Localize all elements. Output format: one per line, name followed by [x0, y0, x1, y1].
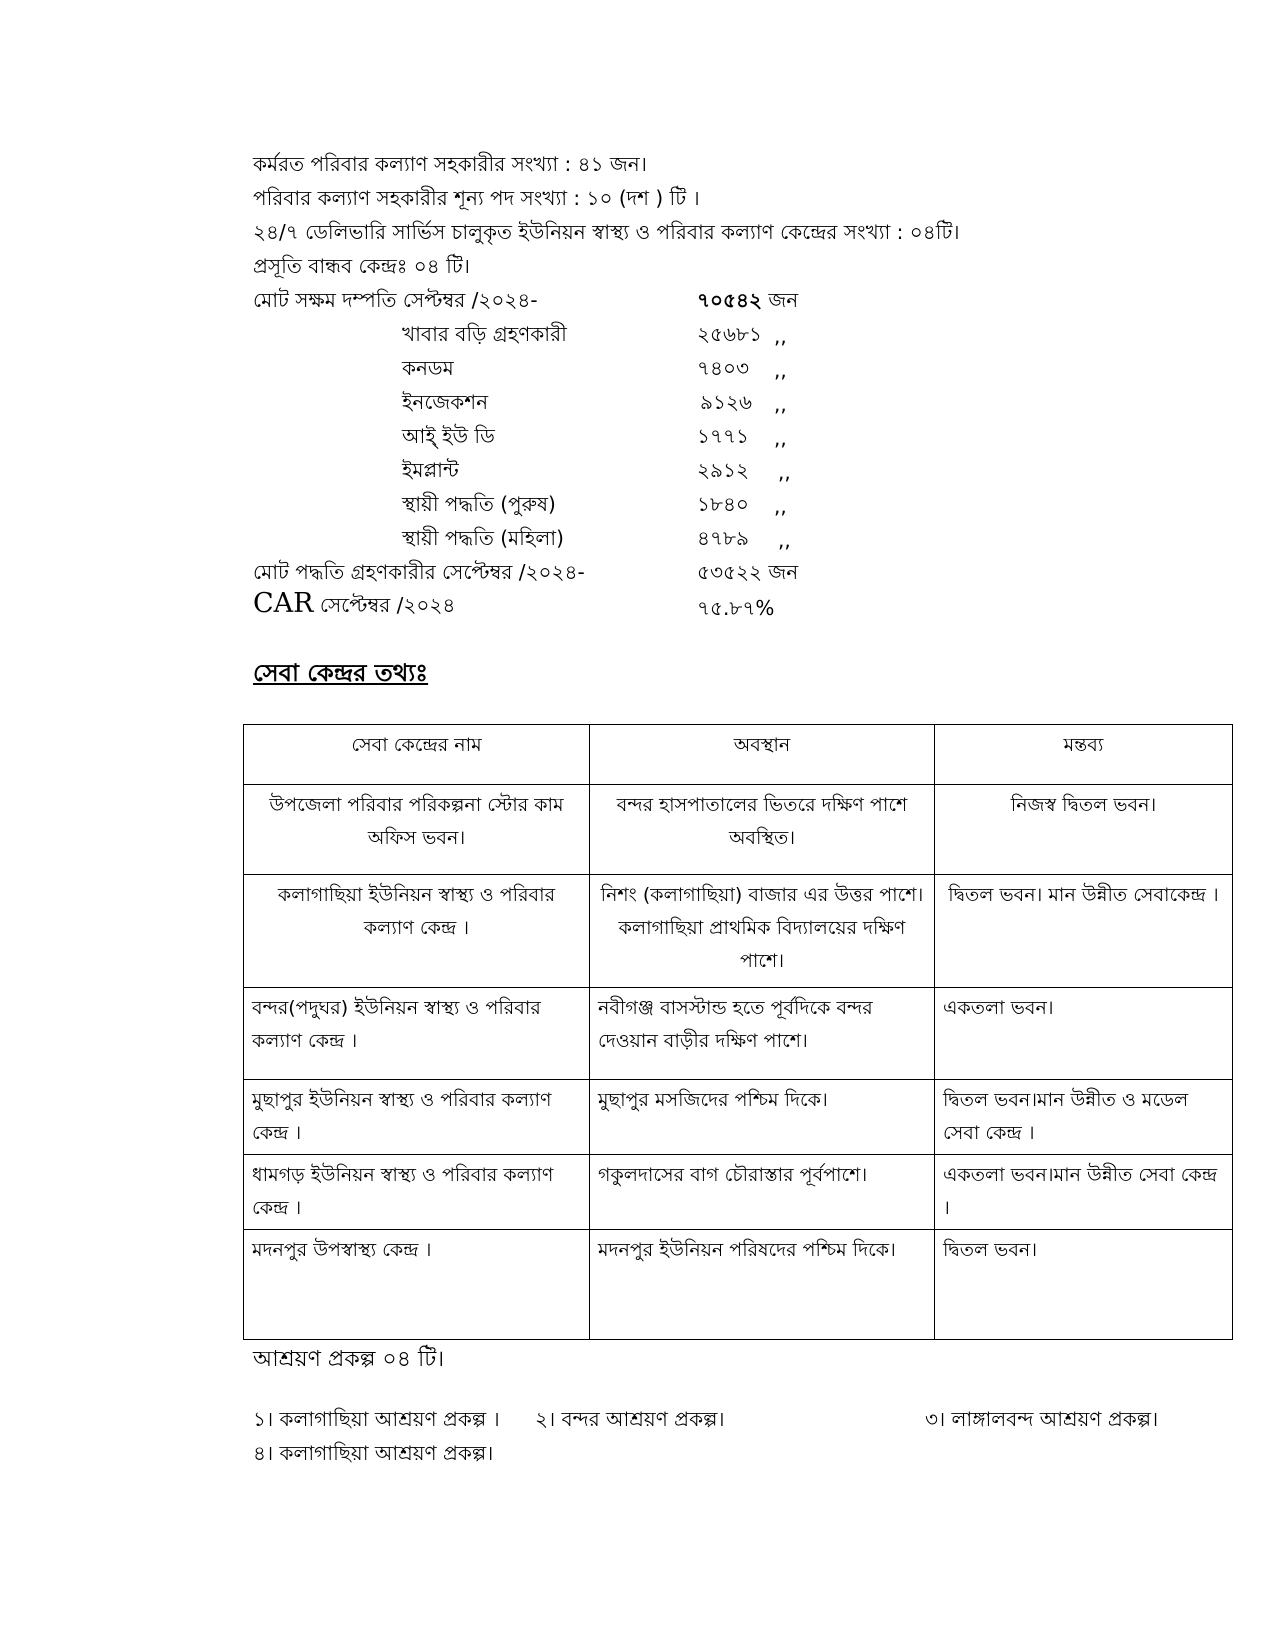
method-value: ৭৪০৩	[697, 356, 749, 380]
center-location: মুছাপুর মসজিদের পশ্চিম দিকে।	[590, 1080, 935, 1155]
working-fwa-count: কর্মরত পরিবার কল্যাণ সহকারীর সংখ্যা : ৪১ জন।	[253, 152, 647, 176]
center-location: নবীগঞ্জ বাসস্টান্ড হতে পূর্বদিকে বন্দর দেওয়ান বাড়ীর দক্ষিণ পাশে।	[590, 988, 935, 1080]
table-row	[244, 875, 1233, 988]
delivery-service-count: ২৪/৭ ডেলিভারি সার্ভিস চালুকৃত ইউনিয়ন স্বাস্থ্য ও পরিবার কল্যাণ কেন্দ্রের সংখ্যা : ০৪টি।	[253, 220, 960, 244]
method-value: ৪৭৮৯	[697, 526, 749, 550]
table-row	[244, 988, 1233, 1080]
total-couples-label: মোট সক্ষম দম্পতি সেপ্টম্বর /২০২৪-	[253, 288, 538, 312]
total-couples-value: ৭০৫৪২	[697, 288, 762, 312]
column-header-remark: মন্তব্য	[935, 725, 1233, 785]
vacant-posts-count: পরিবার কল্যাণ সহকারীর শূন্য পদ সংখ্যা : ১০ (দশ ) টি ।	[253, 186, 700, 210]
shelter-project-item: ৩। লাঙ্গালবন্দ আশ্রয়ণ প্রকল্প।	[925, 1407, 1159, 1431]
shelter-project-item: ২। বন্দর আশ্রয়ণ প্রকল্প।	[535, 1407, 725, 1431]
ditto-mark: ,,	[774, 426, 787, 450]
method-value: ১৮৪০	[697, 492, 749, 516]
center-remark: একতলা ভবন।মান উন্নীত সেবা কেন্দ্র ।	[935, 1155, 1233, 1230]
ditto-mark: ,,	[774, 324, 787, 348]
center-name: বন্দর(পদুঘর) ইউনিয়ন স্বাস্থ্য ও পরিবার কল্যাণ কেন্দ্র ।	[244, 988, 590, 1080]
shelter-projects-title: আশ্রয়ণ প্রকল্প ০৪ টি।	[253, 1347, 445, 1372]
center-name: মদনপুর উপস্বাস্থ্য কেন্দ্র ।	[244, 1230, 590, 1340]
center-remark: দ্বিতল ভবন।	[935, 1230, 1233, 1340]
method-value: ২৫৬৮১	[697, 322, 762, 346]
method-label: খাবার বড়ি গ্রহণকারী	[402, 322, 567, 346]
section-heading: সেবা কেন্দ্রর তথ্যঃ	[253, 659, 429, 687]
center-name: কলাগাছিয়া ইউনিয়ন স্বাস্থ্য ও পরিবার কল্যাণ কেন্দ্র ।	[244, 875, 590, 988]
total-couples-unit: জন	[768, 288, 799, 312]
center-name: ধামগড় ইউনিয়ন স্বাস্থ্য ও পরিবার কল্যাণ কেন্দ্র ।	[244, 1155, 590, 1230]
table-row	[244, 785, 1233, 875]
center-name: মুছাপুর ইউনিয়ন স্বাস্থ্য ও পরিবার কল্যাণ কেন্দ্র ।	[244, 1080, 590, 1155]
service-centers-table	[243, 724, 1233, 1340]
table-header-row	[244, 725, 1233, 785]
method-label: কনডম	[402, 356, 454, 380]
table-row	[244, 1230, 1233, 1340]
total-acceptors-value: ৫৩৫২২ জন	[697, 560, 799, 584]
column-header-location: অবস্থান	[590, 725, 935, 785]
maternity-friendly-count: প্রসূতি বান্ধব কেন্দ্রঃ ০৪ টি।	[253, 254, 470, 278]
table-row	[244, 1155, 1233, 1230]
car-label: সেপ্টেম্বর /২০২৪	[319, 593, 456, 617]
car-line	[253, 590, 455, 619]
column-header-name: সেবা কেন্দ্রের নাম	[244, 725, 590, 785]
center-remark: দ্বিতল ভবন।মান উন্নীত ও মডেল সেবা কেন্দ্র ।	[935, 1080, 1233, 1155]
center-remark: নিজস্ব দ্বিতল ভবন।	[935, 785, 1233, 875]
shelter-project-item: ১। কলাগাছিয়া আশ্রয়ণ প্রকল্প ।	[253, 1407, 500, 1431]
car-prefix: CAR	[253, 588, 314, 619]
total-acceptors-label: মোট পদ্ধতি গ্রহণকারীর সেপ্টেম্বর /২০২৪-	[253, 560, 585, 584]
center-location: গকুলদাসের বাগ চৌরাস্তার পূর্বপাশে।	[590, 1155, 935, 1230]
method-label: স্থায়ী পদ্ধতি (পুরুষ)	[402, 492, 556, 516]
center-location: বন্দর হাসপাতালের ভিতরে দক্ষিণ পাশে অবস্থিত।	[590, 785, 935, 875]
ditto-mark: ,,	[774, 358, 787, 382]
ditto-mark: ,,	[774, 392, 787, 416]
method-label: ইমপ্লান্ট	[402, 458, 459, 482]
method-label: ইনজেকশন	[402, 390, 489, 414]
method-label: স্থায়ী পদ্ধতি (মহিলা)	[402, 526, 564, 550]
center-name: উপজেলা পরিবার পরিকল্পনা স্টোর কাম অফিস ভবন।	[244, 785, 590, 875]
center-remark: দ্বিতল ভবন। মান উন্নীত সেবাকেন্দ্র ।	[935, 875, 1233, 988]
table-row	[244, 1080, 1233, 1155]
method-value: ৯১২৬	[700, 390, 752, 414]
ditto-mark: ,,	[774, 494, 787, 518]
ditto-mark: ,,	[778, 528, 791, 552]
center-location: মদনপুর ইউনিয়ন পরিষদের পশ্চিম দিকে।	[590, 1230, 935, 1340]
ditto-mark: ,,	[778, 460, 791, 484]
total-couples-value-line	[697, 286, 798, 314]
method-value: ২৯১২	[697, 458, 749, 482]
shelter-project-item: ৪। কলাগাছিয়া আশ্রয়ণ প্রকল্প।	[253, 1441, 494, 1465]
method-label: আই্ ইউ ডি	[402, 424, 495, 448]
method-value: ১৭৭১	[697, 424, 749, 448]
center-location: নিশং (কলাগাছিয়া) বাজার এর উত্তর পাশে। কলাগাছিয়া প্রাথমিক বিদ্যালয়ের দক্ষিণ পাশে।	[590, 875, 935, 988]
car-value: ৭৫.৮৭%	[697, 596, 775, 620]
center-remark: একতলা ভবন।	[935, 988, 1233, 1080]
